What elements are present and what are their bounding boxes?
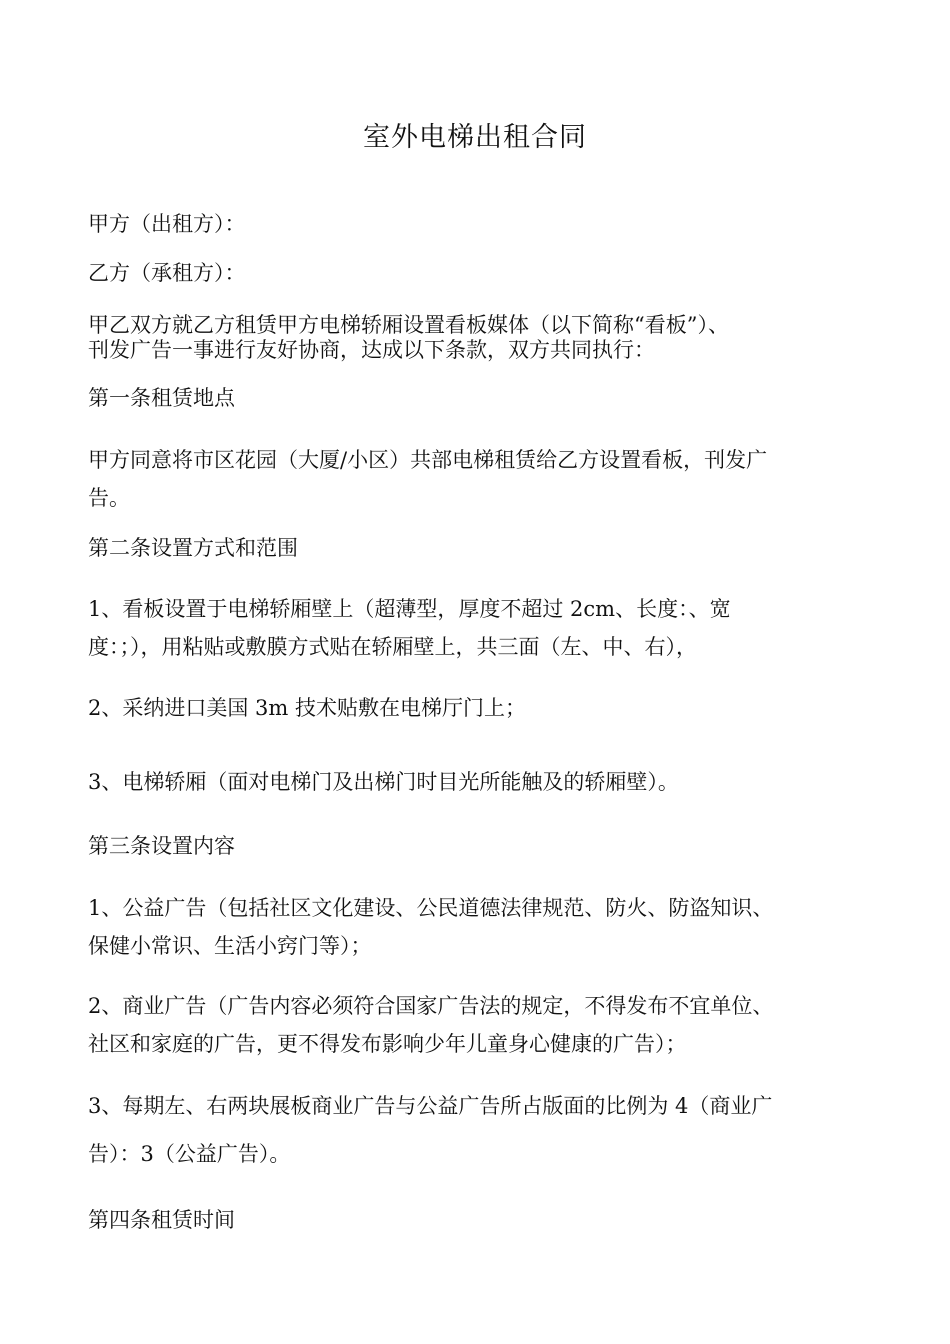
party-b-line: 乙方（承租方）：: [88, 261, 246, 285]
intro-paragraph-line-1: 甲乙双方就乙方租赁甲方电梯轿厢设置看板媒体（以下简称“看板”）、: [88, 313, 729, 337]
article-2-item-1-line-2: 度：；），用粘贴或敷膜方式贴在轿厢壁上，共三面（左、中、右），: [88, 635, 697, 659]
article-3-item-3-line-1: 3、每期左、右两块展板商业广告与公益广告所占版面的比例为 4（商业广: [88, 1094, 773, 1118]
article-1-text-line-2: 告。: [88, 486, 130, 510]
article-2-item-1-line-1: 1、看板设置于电梯轿厢壁上（超薄型，厚度不超过 2cm、长度：、宽: [88, 597, 731, 621]
intro-paragraph-line-2: 刊发广告一事进行友好协商，达成以下条款，双方共同执行：: [88, 338, 655, 362]
article-3-item-2-line-2: 社区和家庭的广告，更不得发布影响少年儿童身心健康的广告）；: [88, 1032, 687, 1056]
article-3-item-3-line-2: 告）：3（公益广告）。: [88, 1142, 291, 1166]
article-1-heading: 第一条租赁地点: [88, 386, 235, 410]
party-a-line: 甲方（出租方）：: [88, 212, 246, 236]
document-title: 室外电梯出租合同: [363, 122, 587, 153]
article-4-heading: 第四条租赁时间: [88, 1208, 235, 1232]
article-2-item-2: 2、采纳进口美国 3m 技术贴敷在电梯厅门上；: [88, 696, 526, 720]
article-3-item-2-line-1: 2、商业广告（广告内容必须符合国家广告法的规定，不得发布不宜单位、: [88, 994, 774, 1018]
article-3-item-1-line-1: 1、公益广告（包括社区文化建设、公民道德法律规范、防火、防盗知识、: [88, 896, 774, 920]
article-3-heading: 第三条设置内容: [88, 834, 235, 858]
article-2-heading: 第二条设置方式和范围: [88, 536, 298, 560]
article-3-item-1-line-2: 保健小常识、生活小窍门等）；: [88, 934, 372, 958]
article-1-text-line-1: 甲方同意将市区花园（大厦/小区）共部电梯租赁给乙方设置看板，刊发广: [88, 448, 768, 472]
article-2-item-3: 3、电梯轿厢（面对电梯门及出梯门时目光所能触及的轿厢壁）。: [88, 770, 679, 794]
